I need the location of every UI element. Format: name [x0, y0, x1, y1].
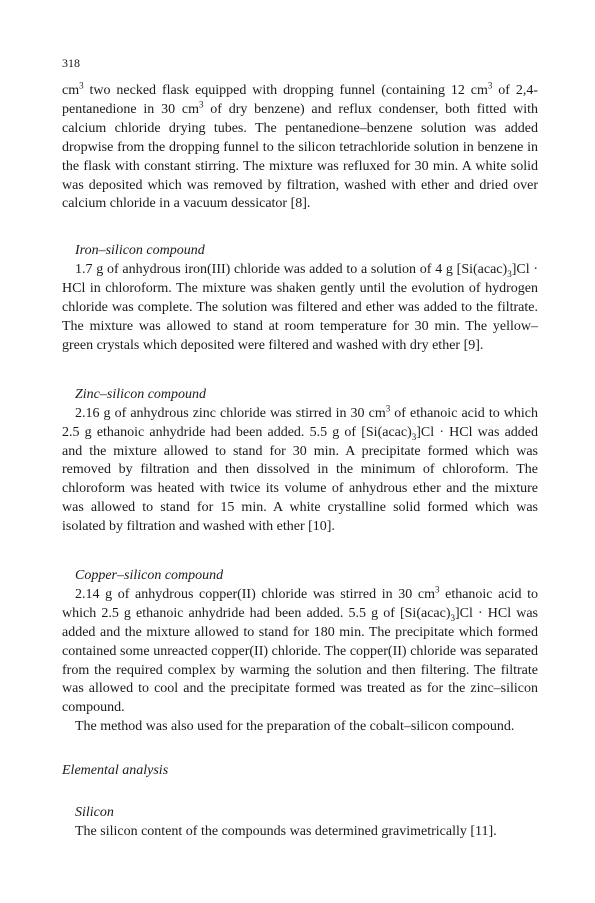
subscript: 3	[411, 431, 417, 442]
iron-paragraph	[62, 261, 538, 356]
text-run: ]Cl · HCl was added and the mixture allowed to stand for 30 min. A precipitate formed which was removed by filtration and then dissolved in the minimum of chloroform. The chloroform was heated with twice its volume of anhydrous ether and the mixture was allowed to stand for 15 min. A white crystalline solid formed which was isolated by filtration and washed with ether [10].	[62, 424, 538, 535]
silicon-heading: Silicon	[75, 805, 114, 821]
text-run: cm	[62, 83, 80, 98]
text-run: 2.14 g of anhydrous copper(II) chloride was stirred in 30 cm	[75, 586, 435, 602]
text-run: ethanoic acid to which 2.5 g ethanoic anhydride had been added. 5.5 g of [Si(acac)	[62, 586, 538, 621]
text-run: of 2,4-pentanedione in 30 cm	[62, 83, 539, 117]
superscript: 3	[79, 80, 84, 91]
copper-heading: Copper–silicon compound	[75, 568, 224, 584]
superscript: 3	[198, 99, 204, 110]
superscript: 3	[487, 80, 493, 91]
zinc-paragraph	[62, 405, 538, 537]
copper-paragraph	[62, 586, 538, 718]
superscript: 3	[385, 403, 391, 414]
subscript: 3	[507, 269, 512, 280]
text-run: of ethanoic acid to which 2.5 g ethanoic anhydride had been added. 5.5 g of [Si(acac)	[62, 405, 538, 440]
iron-heading: Iron–silicon compound	[75, 243, 205, 259]
body-text	[62, 82, 538, 842]
elemental-analysis-heading: Elemental analysis	[62, 763, 169, 779]
subscript: 3	[450, 612, 456, 623]
cobalt-note: The method was also used for the preparation of the cobalt–silicon compound.	[75, 719, 515, 735]
page-number: 318	[62, 56, 80, 70]
text-run: 2.16 g of anhydrous zinc chloride was stirred in 30 cm	[75, 405, 386, 421]
text-run: ]Cl · HCl was added and the mixture allowed to stand for 180 min. The precipitate which formed contained some unreacted copper(II) chloride. The copper(II) chloride was separated from the required complex by warming the solution and then filtering. The filtrate was allowed to cool and the precipitate formed was treated as for the zinc–silicon compound.	[62, 605, 538, 716]
text-run: two necked flask equipped with dropping funnel (containing 12 cm	[83, 83, 488, 98]
intro-paragraph	[62, 82, 538, 214]
superscript: 3	[434, 584, 440, 595]
text-run: of dry benzene) and reflux condenser, both fitted with calcium chloride drying tubes. The pentanedione–benzene solution was added dropwise from the dropping funnel to the silicon tetrachloride solution in benzene in the flask with constant stirring. The mixture was refluxed for 30 min. A white solid was deposited which was removed by filtration, washed with ether and dried over calcium chloride in a vacuum dessicator [8].	[62, 101, 538, 212]
silicon-paragraph: The silicon content of the compounds was determined gravimetrically [11].	[75, 824, 497, 839]
zinc-heading: Zinc–silicon compound	[75, 386, 207, 402]
text-run: 1.7 g of anhydrous iron(III) chloride was added to a solution of 4 g [Si(acac)	[75, 262, 508, 278]
text-run: ]Cl · HCl in chloroform. The mixture was shaken gently until the evolution of hydrogen chloride was complete. The solution was filtered and ether was added to the filtrate. The mixture was allowed to stand at room temperature for 30 min. The yellow–green crystals which deposited were filtered and washed with dry ether [9].	[62, 262, 538, 353]
